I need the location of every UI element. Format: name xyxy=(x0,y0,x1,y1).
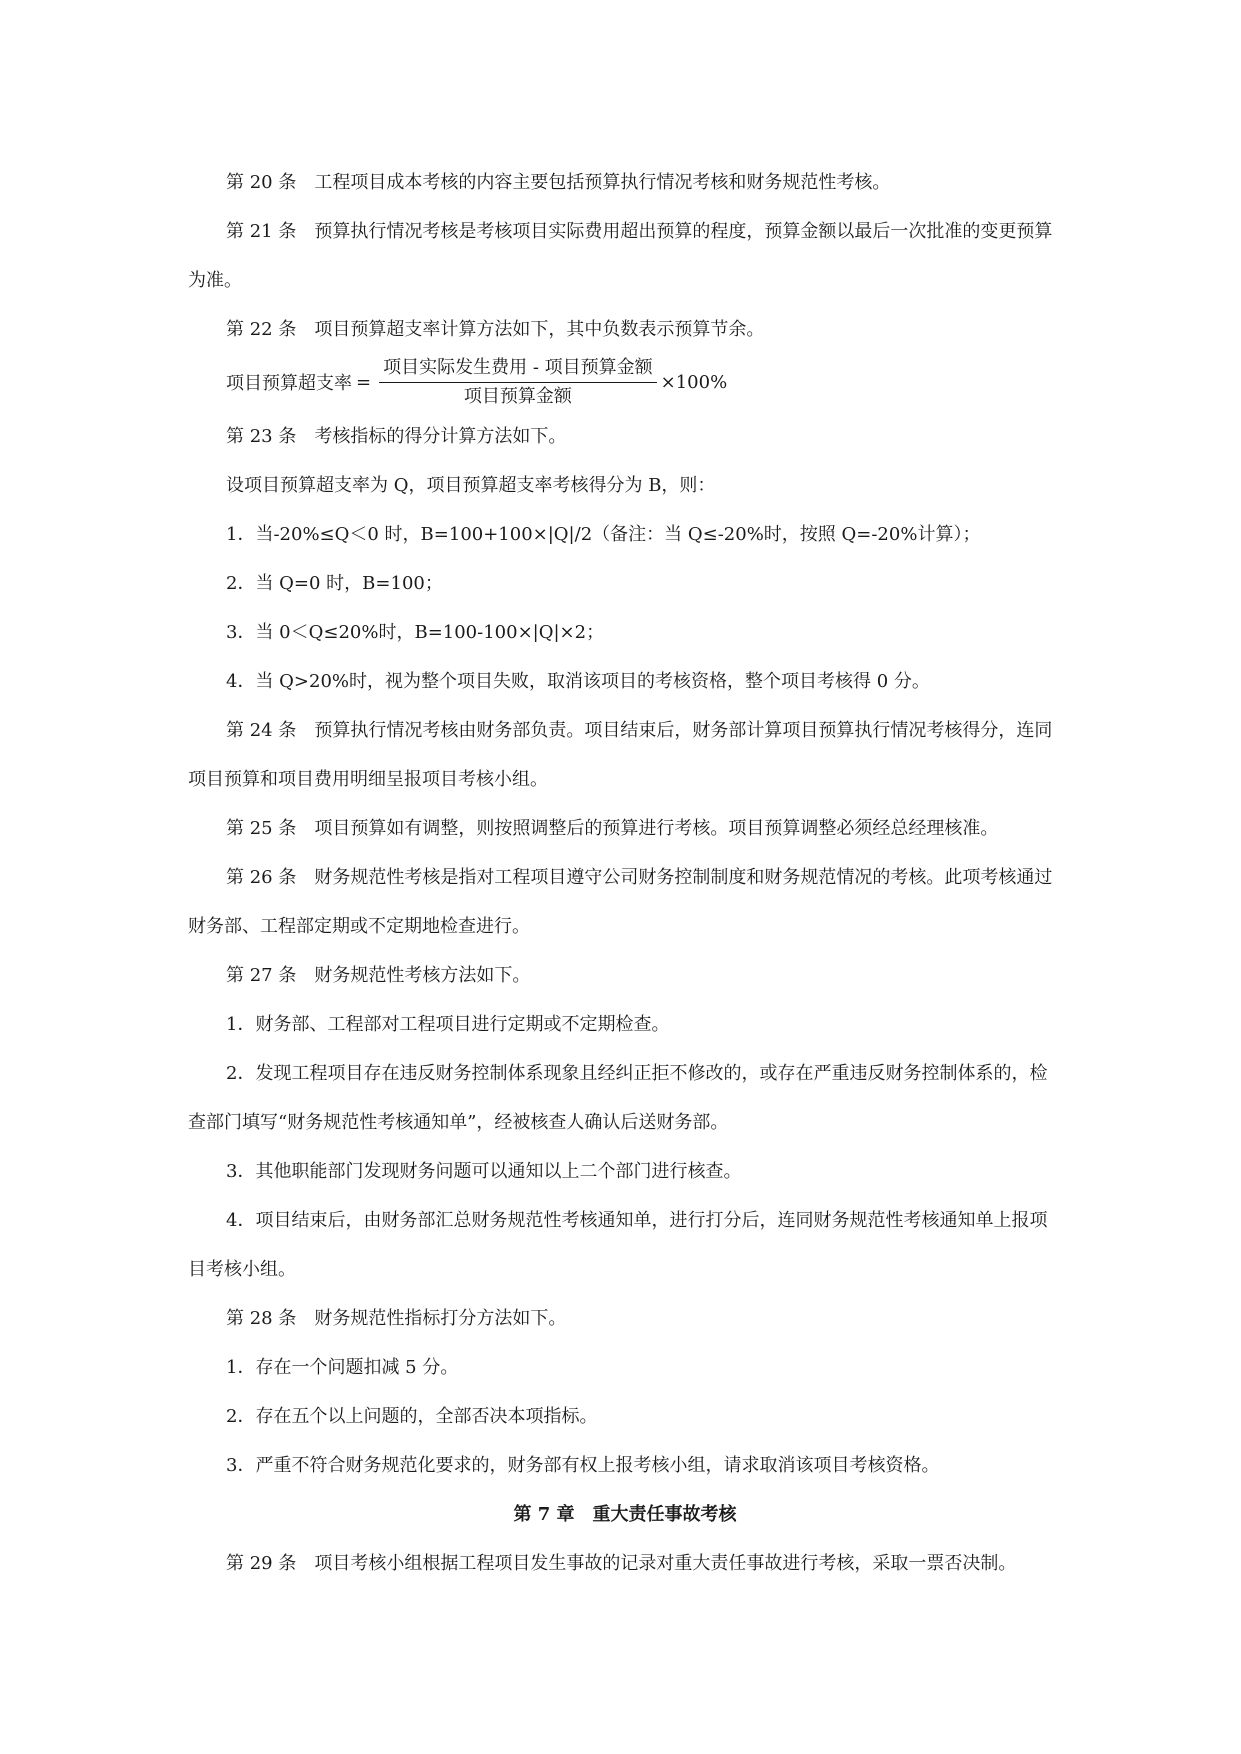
definition-q-b: 设项目预算超支率为 Q，项目预算超支率考核得分为 B，则： xyxy=(226,475,716,496)
formula-multiplier: ×100% xyxy=(660,371,728,393)
rule-item-3: 3．当 0＜Q≤20%时，B=100-100×|Q|×2； xyxy=(226,622,605,643)
scoring-item-2: 2．存在五个以上问题的，全部否决本项指标。 xyxy=(226,1406,598,1427)
article-29: 第 29 条 项目考核小组根据工程项目发生事故的记录对重大责任事故进行考核，采取一票否决制。 xyxy=(226,1553,1017,1574)
formula-equals: = xyxy=(356,371,372,393)
article-23: 第 23 条 考核指标的得分计算方法如下。 xyxy=(226,426,567,447)
method-item-3: 3．其他职能部门发现财务问题可以通知以上二个部门进行核查。 xyxy=(226,1161,742,1182)
article-28: 第 28 条 财务规范性指标打分方法如下。 xyxy=(226,1308,567,1329)
formula-numerator: 项目实际发生费用 - 项目预算金额 xyxy=(379,356,657,383)
formula-denominator: 项目预算金额 xyxy=(463,385,572,407)
rule-item-4: 4．当 Q>20%时，视为整个项目失败，取消该项目的考核资格，整个项目考核得 0 分。 xyxy=(226,671,930,692)
article-21: 第 21 条 预算执行情况考核是考核项目实际费用超出预算的程度，预算金额以最后一次批准的变更预算为准。 xyxy=(188,221,1053,291)
article-25: 第 25 条 项目预算如有调整，则按照调整后的预算进行考核。项目预算调整必须经总经理核准。 xyxy=(226,818,999,839)
rule-item-2: 2．当 Q=0 时，B=100； xyxy=(226,573,443,594)
article-24: 第 24 条 预算执行情况考核由财务部负责。项目结束后，财务部计算项目预算执行情况考核得分，连同项目预算和项目费用明细呈报项目考核小组。 xyxy=(188,720,1053,790)
rule-item-1: 1．当-20%≤Q＜0 时，B=100+100×|Q|/2（备注：当 Q≤-20%时，按照 Q=-20%计算）； xyxy=(226,524,981,545)
method-item-4: 4．项目结束后，由财务部汇总财务规范性考核通知单，进行打分后，连同财务规范性考核通知单上报项目考核小组。 xyxy=(188,1210,1048,1280)
article-27: 第 27 条 财务规范性考核方法如下。 xyxy=(226,965,531,986)
overrun-rate-formula xyxy=(188,354,1062,410)
chapter-heading: 第 7 章 重大责任事故考核 xyxy=(513,1504,737,1525)
article-20: 第 20 条 工程项目成本考核的内容主要包括预算执行情况考核和财务规范性考核。 xyxy=(226,172,891,193)
method-item-2: 2．发现工程项目存在违反财务控制体系现象且经纠正拒不修改的，或存在严重违反财务控制体系的，检查部门填写“财务规范性考核通知单”，经被核查人确认后送财务部。 xyxy=(188,1063,1048,1133)
article-26: 第 26 条 财务规范性考核是指对工程项目遵守公司财务控制制度和财务规范情况的考核。此项考核通过财务部、工程部定期或不定期地检查进行。 xyxy=(188,867,1053,937)
article-22: 第 22 条 项目预算超支率计算方法如下，其中负数表示预算节余。 xyxy=(226,319,765,340)
scoring-item-3: 3．严重不符合财务规范化要求的，财务部有权上报考核小组，请求取消该项目考核资格。 xyxy=(226,1455,940,1476)
formula-lhs: 项目预算超支率 xyxy=(226,373,352,394)
formula-fraction xyxy=(379,356,657,409)
method-item-1: 1．财务部、工程部对工程项目进行定期或不定期检查。 xyxy=(226,1014,670,1035)
scoring-item-1: 1．存在一个问题扣减 5 分。 xyxy=(226,1357,459,1378)
document-page xyxy=(188,158,1062,1588)
